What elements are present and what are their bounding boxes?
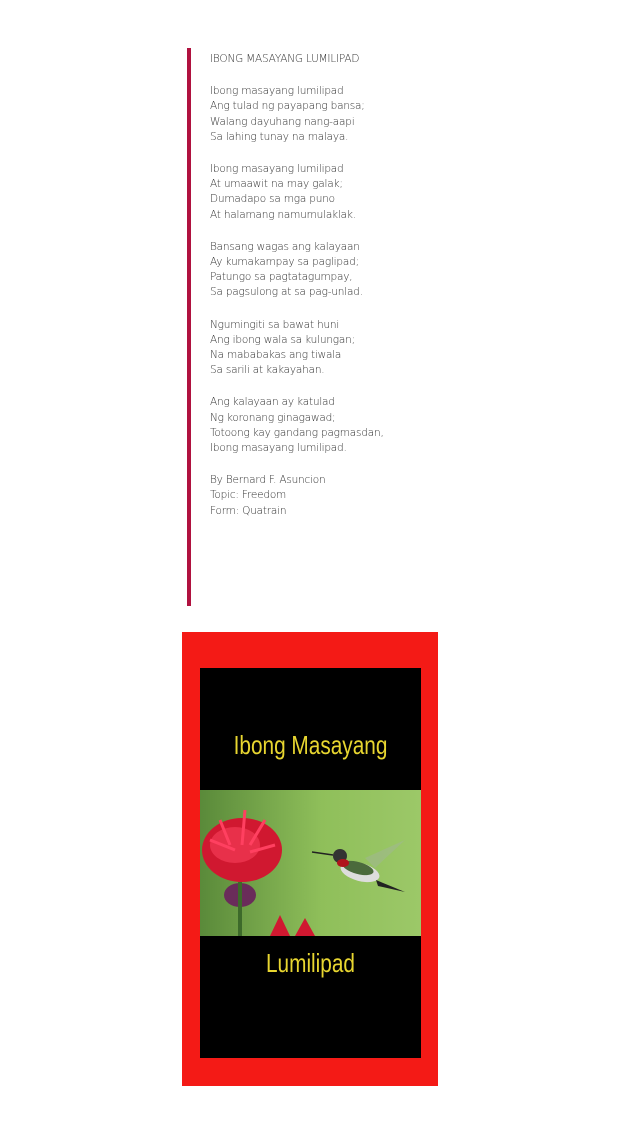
- poem-line: Sa lahing tunay na malaya.: [210, 130, 349, 143]
- poem-line: At halamang namumulaklak.: [210, 208, 356, 221]
- poem-title: IBONG MASAYANG LUMILIPAD: [210, 53, 360, 65]
- poem-line: Ang kalayaan ay katulad: [210, 396, 335, 409]
- poem-line: Ng koronang ginagawad;: [210, 411, 336, 424]
- stanza: [210, 240, 384, 301]
- book-cover: [182, 632, 438, 1086]
- topic: Topic: Freedom: [210, 489, 287, 502]
- hummingbird-photo: [200, 790, 421, 936]
- poem-line: Walang dayuhang nang-aapi: [210, 115, 355, 128]
- poem-line: Bansang wagas ang kalayaan: [210, 240, 360, 253]
- cover-inner: [200, 668, 421, 1058]
- accent-bar: [187, 48, 191, 606]
- poem-line: Dumadapo sa mga puno: [210, 193, 335, 206]
- form: Form: Quatrain: [210, 504, 287, 517]
- poem-line: At umaawit na may galak;: [210, 178, 343, 191]
- stanza: [210, 84, 384, 145]
- poem-line: Ibong masayang lumilipad.: [210, 442, 347, 455]
- red-flower-image: [202, 810, 315, 936]
- poem-line: Sa pagsulong at sa pag-unlad.: [210, 286, 363, 299]
- author: By Bernard F. Asuncion: [210, 474, 326, 487]
- poem-line: Ngumingiti sa bawat huni: [210, 318, 340, 331]
- poem-line: Ang ibong wala sa kulungan;: [210, 333, 355, 346]
- poem-line: Ibong masayang lumilipad: [210, 163, 344, 176]
- poem-line: Ay kumakampay sa paglipad;: [210, 256, 359, 269]
- poem-line: Patungo sa pagtatagumpay,: [210, 271, 353, 284]
- poem-line: Totoong kay gandang pagmasdan,: [210, 426, 384, 439]
- poem-meta: [210, 473, 384, 519]
- cover-title-top: Ibong Masayang: [233, 730, 388, 760]
- cover-title-bottom: Lumilipad: [265, 948, 356, 978]
- stanza: [210, 162, 384, 223]
- poem-line: Ang tulad ng payapang bansa;: [210, 100, 365, 113]
- poem-line: Sa sarili at kakayahan.: [210, 364, 325, 377]
- poem: [210, 52, 384, 519]
- stanza: [210, 318, 384, 379]
- stanza: [210, 395, 384, 456]
- hummingbird-image: [312, 840, 405, 892]
- poem-line: Na mababakas ang tiwala: [210, 349, 342, 362]
- poem-line: Ibong masayang lumilipad: [210, 85, 344, 98]
